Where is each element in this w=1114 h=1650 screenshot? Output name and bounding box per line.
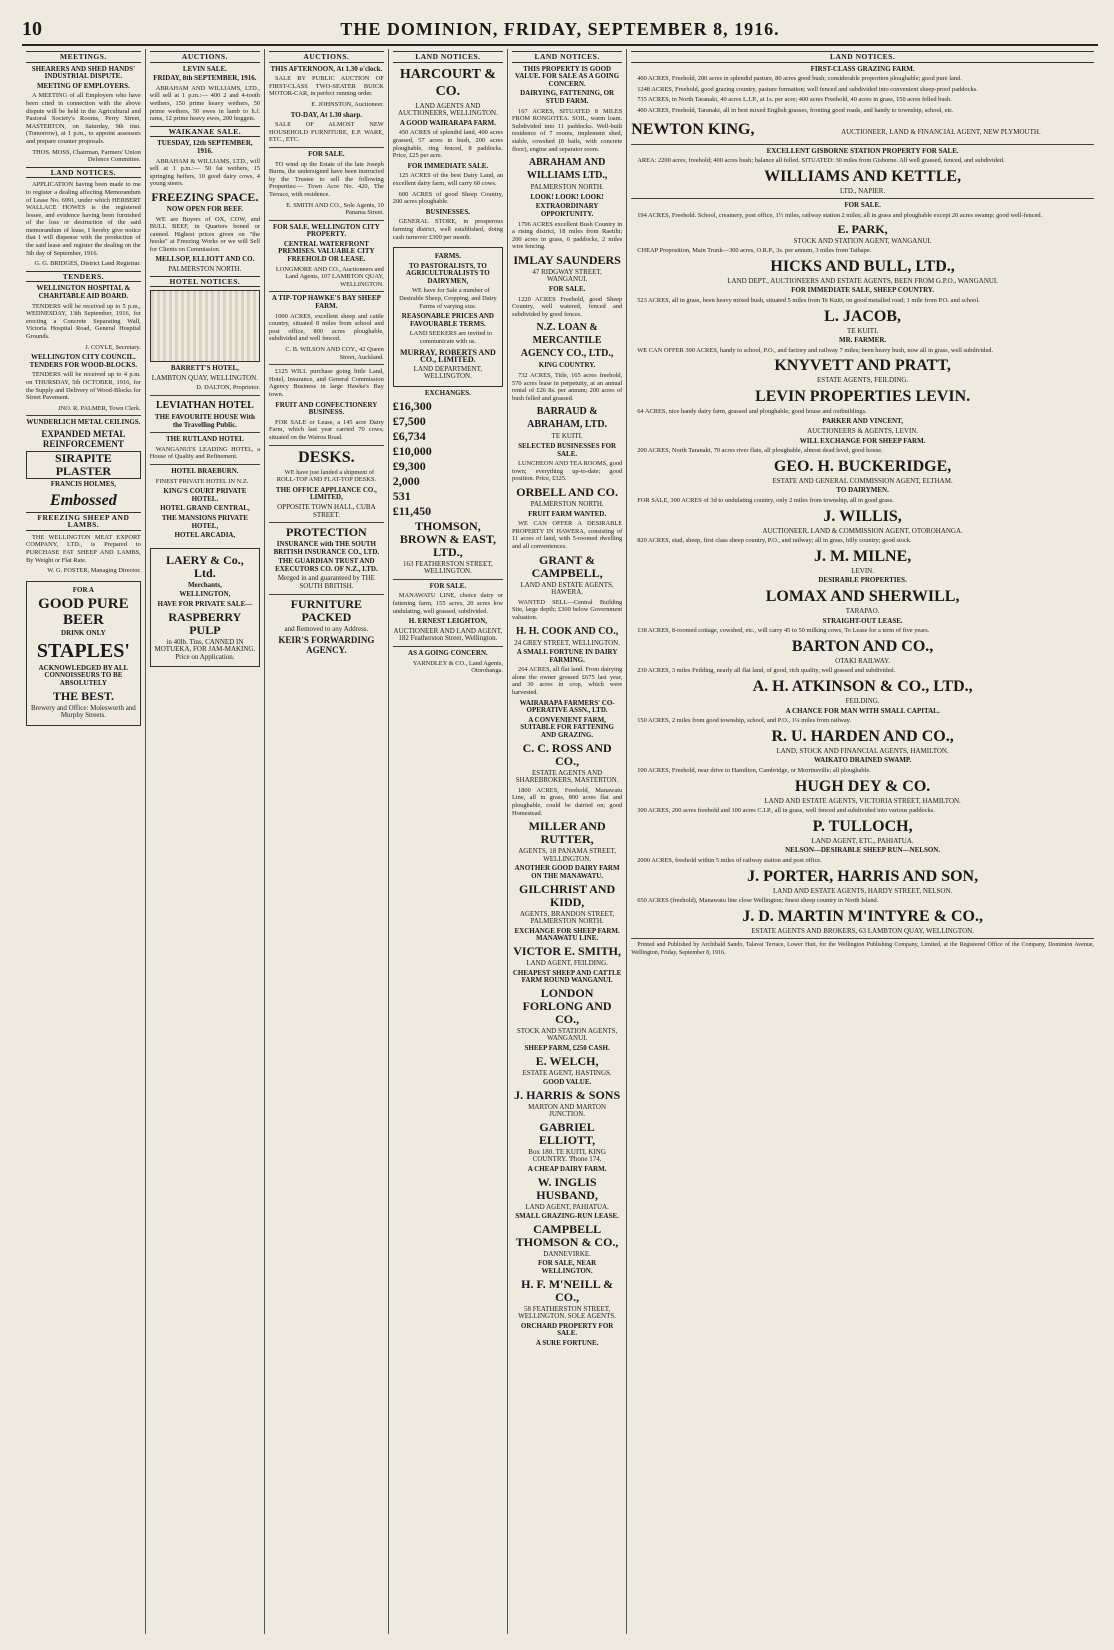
listing-text: 150 ACRES, 2 miles from good township, school, and P.O., 1¼ miles from railway.: [637, 717, 852, 725]
listing-heading: A GOOD WAIRARAPA FARM.: [399, 118, 496, 127]
agent-address: AUCTIONEER, LAND & FINANCIAL AGENT, NEW PLYMOUTH.: [841, 127, 1041, 136]
agent-address: LAND AND ESTATE AGENTS, VICTORIA STREET, HAMILTON.: [764, 796, 961, 805]
agent-address: OTAKI RAILWAY.: [835, 656, 891, 665]
sale-heading: FOR SALE.: [308, 149, 345, 158]
notice-signature: JNO. R. PALMER, Town Clerk.: [58, 404, 141, 412]
ad-heading: THE BEST.: [52, 688, 114, 703]
agent-name: ORBELL AND CO.: [516, 484, 618, 499]
ad-heading: FURNITURE PACKED: [290, 596, 363, 624]
agent-address: 24 GREY STREET, WELLINGTON.: [514, 638, 620, 647]
listing-text: 1220 ACRES Freehold, good Sheep Country, well watered, fenced and subdivided by good fences.: [512, 295, 623, 318]
ad-logo: Embossed: [50, 491, 117, 509]
exchange-price: £16,300: [392, 398, 432, 413]
agent-address: MARTON AND MARTON JUNCTION.: [528, 1102, 607, 1119]
section-heading: HOTEL NOTICES.: [150, 276, 260, 288]
agent-name: J. PORTER, HARRIS AND SON,: [747, 867, 979, 885]
auction-heading: LEVIN SALE.: [182, 64, 227, 73]
auction-text: SALE BY PUBLIC AUCTION OF FIRST-CLASS TWO-SEATER BUICK MOTOR-CAR, in perfect running order.: [269, 75, 384, 98]
exchange-price: £7,500: [392, 413, 426, 428]
listing-text: GENERAL STORE, in prosperous farming district, well established, doing cash turnover £300 per month.: [392, 218, 503, 241]
notice-signature: G. G. BRIDGES, District Land Registrar.: [34, 260, 141, 268]
listing-heading: A CONVENIENT FARM, SUITABLE FOR FATTENING AND GRAZING.: [520, 715, 614, 740]
sale-heading: FRUIT AND CONFECTIONERY BUSINESS.: [275, 400, 378, 417]
ad-signature: MELLSOP, ELLIOTT AND CO.: [155, 255, 255, 264]
ad-heading: EXPANDED METAL REINFORCEMENT: [41, 428, 126, 449]
agent-address: 163 FEATHERSTON STREET, WELLINGTON.: [403, 559, 493, 576]
agent-name: H. ERNEST LEIGHTON,: [408, 617, 488, 626]
listing-text: 194 ACRES, Freehold. School, creamery, post office, 1½ miles, railway station 2 miles; all in grass and ploughable except 20 acres swamp; good well-fenced.: [637, 211, 1043, 219]
listing-heading: MR. FARMER.: [839, 336, 887, 345]
listing-heading: SHEEP FARM, £250 CASH.: [524, 1043, 610, 1052]
agent-address: DANNEVIRKE.: [543, 1249, 591, 1258]
ad-text: REASONABLE PRICES AND FAVOURABLE TERMS.: [401, 312, 494, 328]
ad-company: MURRAY, ROBERTS AND CO., LIMITED.: [399, 347, 496, 365]
column-3: [265, 49, 389, 1634]
notice-signature: W. G. FOSTER, Managing Director.: [47, 567, 141, 575]
ad-text: LAND SEEKERS are invited to communicate with us.: [409, 330, 493, 346]
listing-text: 100 ACRES, Freehold, near drive to Hamilton, Cambridge, or Morrinsville; all ploughable.: [637, 766, 871, 774]
ad-heading: GOOD PURE BEER: [38, 596, 129, 629]
listing-text: 300 ACRES, 200 acres freehold and 100 acres C.I.P., all in grass, well fenced and subdivided into various paddocks.: [637, 807, 935, 815]
agent-name: ABRAHAM AND WILLIAMS LTD.,: [526, 157, 608, 182]
agent-address: PALMERSTON NORTH.: [530, 183, 604, 192]
ad-subheading: TO PASTORALISTS, TO AGRICULTURALISTS TO DAIRYMEN,: [406, 261, 490, 285]
exchange-price: £9,300: [392, 458, 426, 473]
notice-subheading: MEETING OF EMPLOYERS.: [36, 81, 130, 90]
agent-name: NEWTON KING,: [631, 120, 755, 138]
sale-subheading: CENTRAL WATERFRONT PREMISES. VALUABLE CITY FREEHOLD OR LEASE.: [278, 239, 375, 264]
ad-heading: WUNDERLICH METAL CEILINGS.: [26, 418, 141, 427]
listing-heading: A SURE FORTUNE.: [535, 1339, 599, 1347]
auction-signature: E. JOHNSTON, Auctioneer.: [311, 100, 384, 108]
listing-text: CHEAP Proposition, Main Trunk—300 acres, O.R.P., 3s. per annum, 3 miles from Taihape.: [637, 247, 872, 255]
ad-text: WE have for Sale a number of Desirable Sheep, Cropping, and Dairy Farms of varying size.: [399, 287, 497, 310]
agent-address: LAND AGENT, PAHIATUA.: [525, 1202, 609, 1211]
listing-text: LUNCHEON AND TEA ROOMS, good town; everything up-to-date; good position. Price, £325.: [512, 460, 623, 483]
column-6: [627, 49, 1098, 1634]
printer-imprint: Printed and Published by Archibald Sando, Talavai Terrace, Lower Hutt, for the Wellington Publishing Company, Limited, at the Registered Office of the Company, Dominion Avenue, Wellington, Friday, September 8, 1916.: [631, 942, 1094, 956]
ad-company: THE OFFICE APPLIANCE CO., LIMITED,: [275, 485, 377, 502]
ad-heading: PROTECTION: [286, 525, 367, 540]
agent-address: AUCTIONEER, LAND & COMMISSION AGENT, OTOROHANGA.: [762, 526, 963, 535]
agent-name: J. HARRIS & SONS: [514, 1087, 621, 1102]
agent-address: PALMERSTON NORTH.: [530, 499, 604, 508]
listing-heading: A CHANCE FOR MAN WITH SMALL CAPITAL.: [785, 706, 940, 715]
listing-heading: DESIRABLE PROPERTIES.: [818, 576, 907, 585]
agent-address: AUCTIONEER AND LAND AGENT, 182 Featherston Street, Wellington.: [393, 626, 503, 643]
section-heading: WAIKANAE SALE.: [150, 126, 260, 138]
exchange-price: 2,000: [392, 473, 420, 488]
hotel-text: THE FAVOURITE HOUSE With the Travelling Public.: [154, 413, 255, 429]
listing-heading: FRUIT FARM WANTED.: [528, 509, 607, 518]
listing-heading: EXCHANGE FOR SHEEP FARM. MANAWATU LINE.: [514, 926, 620, 943]
notice-signature: THOS. MOSS, Chairman, Farmers' Union Defence Committee.: [32, 148, 141, 164]
listing-heading: A CHEAP DAIRY FARM.: [527, 1165, 607, 1174]
agent-address: ESTATE AND GENERAL COMMISSION AGENT, ELTHAM.: [772, 476, 953, 485]
listing-text: 450 ACRES of splendid land, 400 acres grassed, 57 acres in bush, 200 acres ploughable, ring fenced, 8 paddocks. Price, £25 per acre.: [392, 129, 503, 160]
notice-signature: J. COYLE, Secretary.: [85, 343, 141, 351]
listing-heading: LOOK! LOOK! LOOK!: [530, 192, 604, 201]
listing-heading: ORCHARD PROPERTY FOR SALE.: [520, 1321, 614, 1338]
listing-heading: KING COUNTRY.: [538, 361, 596, 370]
agent-name: BARRAUD & ABRAHAM, LTD.: [527, 406, 608, 431]
sale-signature: E. SMITH AND CO., Sole Agents, 10 Panama Street.: [286, 201, 384, 217]
auction-date: TUESDAY, 12th SEPTEMBER, 1916.: [157, 139, 253, 155]
ad-address: OPPOSITE TOWN HALL, CUBA STREET.: [277, 502, 376, 519]
agent-address: LAND AND ESTATE AGENTS, HARDY STREET, NELSON.: [772, 886, 953, 895]
listing-heading: A SMALL FORTUNE IN DAIRY FARMING.: [516, 648, 618, 664]
listing-heading: FOR IMMEDIATE SALE, SHEEP COUNTRY.: [791, 286, 935, 295]
hotel-text: FINEST PRIVATE HOTEL IN N.Z.: [155, 477, 249, 485]
agent-address: LAND AGENT, FEILDING.: [526, 958, 608, 967]
ad-text: Merged in and guaranteed by THE SOUTH BRITISH.: [277, 574, 375, 591]
sale-text: TO wind up the Estate of the late Joseph Burns, the undersigned have been instructed by the Trustee to sell the following Properties:— Town Acre No. 420, The Terrace, with residence.: [269, 160, 384, 198]
agent-address: ESTATE AGENTS AND SHAREBROKERS, MASTERTON.: [515, 768, 619, 785]
agent-name: GRANT & CAMPBELL,: [531, 552, 603, 580]
beer-advertisement: [26, 581, 141, 726]
ad-text: DRINK ONLY: [61, 629, 106, 638]
notice-text: THE WELLINGTON MEAT EXPORT COMPANY, LTD., is Prepared to PURCHASE FAT SHEEP AND LAMBS, By Weight or Flat Rate.: [26, 533, 141, 564]
agent-name: HARCOURT & CO.: [399, 66, 496, 99]
column-4: [389, 49, 508, 1634]
agent-name: C. C. ROSS AND CO.,: [522, 740, 612, 768]
agent-address: AGENTS, 18 PANAMA STREET, WELLINGTON.: [518, 847, 617, 863]
hotel-place: LAMBTON QUAY, WELLINGTON.: [151, 373, 258, 382]
ad-text: and Removed to any Address.: [284, 624, 369, 633]
listing-text: 820 ACRES, stud, sheep, first class sheep country, P.O., and railway; all in grass, hilly country; good stock.: [637, 537, 912, 545]
agent-address: LAND AGENT, ETC., PAHIATUA.: [811, 836, 914, 845]
listing-heading: AS A GOING CONCERN.: [408, 648, 488, 657]
hotel-name: HOTEL BRAEBURN.: [171, 467, 239, 475]
section-heading: MEETINGS.: [26, 51, 141, 63]
listing-text: 264 ACRES, all flat land. From dairying alone the owner grossed £675 last year, and 30 acres in crop, which were harvested.: [512, 666, 623, 697]
notice-heading: WELLINGTON HOSPITAL & CHARITABLE AID BOARD.: [36, 284, 131, 301]
auction-text: ABRAHAM & WILLIAMS, LTD., will sell at 1 p.m.:— 50 fat wethers, 15 springing heifers, 10 good dairy cows, 4 young steers.: [149, 157, 260, 188]
sale-heading: A TIP-TOP HAWKE'S BAY SHEEP FARM.: [271, 294, 381, 311]
listing-text: 600 ACRES of good Sheep Country, 200 acres ploughable.: [392, 190, 503, 206]
agent-name: LEVIN PROPERTIES LEVIN.: [755, 387, 971, 405]
agent-name: THOMSON, BROWN & EAST, LTD.,: [399, 518, 496, 559]
agent-address: 58 FEATHERSTON STREET, WELLINGTON. SOLE AGENTS.: [518, 1304, 617, 1321]
hotel-name: HOTEL ARCADIA,: [174, 531, 236, 540]
hotel-name: BARRETT'S HOTEL,: [170, 364, 239, 373]
listing-text: WE CAN OFFER A DESIRABLE PROPERTY IN HAWERA, consisting of 11 acres of land, with 5-roomed dwelling and all conveniences.: [512, 520, 623, 550]
agent-name: GEO. H. BUCKERIDGE,: [773, 457, 952, 475]
ad-heading: FARMS.: [434, 252, 461, 261]
auction-heading: THIS AFTERNOON, At 1.30 o'clock.: [270, 64, 383, 73]
listing-text: 2000 ACRES, freehold within 5 miles of railway station and post office.: [637, 856, 822, 864]
hotel-name: KING'S COURT PRIVATE HOTEL.: [163, 487, 247, 503]
exchange-price: £10,000: [392, 443, 432, 458]
agent-name: HICKS AND BULL, LTD.,: [770, 257, 955, 275]
agent-address: Box 180. TE KUITI, KING COUNTRY. 'Phone 174.: [528, 1147, 606, 1164]
listing-subheading: DAIRYING, FATTENING, OR STUD FARM.: [520, 89, 615, 105]
column-5: [508, 49, 627, 1634]
listing-heading: STRAIGHT-OUT LEASE.: [822, 616, 903, 625]
agent-address: AUCTIONEERS & AGENTS, LEVIN.: [807, 427, 919, 436]
agent-name: N.Z. LOAN & MERCANTILE AGENCY CO., LTD.,: [520, 322, 614, 360]
listing-text: 1800 ACRES, Freehold, Manawatu Line, all in grass, 800 acres flat and ploughable, could be dairied on; good Homestead.: [512, 786, 623, 817]
agent-name: A. H. ATKINSON & CO., LTD.,: [752, 677, 973, 695]
ad-heading: LAERY & Co., Ltd.: [165, 552, 244, 580]
sale-text: £125 WILL purchase going little Land, Hotel, Insurance, and General Commission Agency Business in large Hawke's Bay town.: [269, 368, 384, 398]
agent-name: L. JACOB,: [824, 307, 902, 325]
farms-advertisement: [393, 247, 503, 387]
listing-text: 230 ACRES, 3 miles Feilding, nearly all flat land, of good, rich quality, well grassed and subdivided.: [637, 667, 896, 675]
notice-heading: SHEARERS AND SHED HANDS' INDUSTRIAL DISPUTE.: [31, 64, 136, 81]
listing-heading: ANOTHER GOOD DAIRY FARM ON THE MANAWATU.: [514, 864, 620, 880]
agent-name: BARTON AND CO.,: [791, 637, 934, 655]
agent-address: ESTATE AGENTS, FEILDING.: [816, 376, 909, 385]
hotel-text: WANGANUI'S LEADING HOTEL, a House of Quality and Refinement.: [149, 445, 260, 461]
agent-name: H. F. M'NEILL & CO.,: [521, 1276, 614, 1304]
listing-heading: EXCELLENT GISBORNE STATION PROPERTY FOR SALE.: [766, 146, 959, 155]
exchange-price: £11,450: [392, 503, 432, 518]
section-heading: LAND NOTICES.: [512, 51, 622, 63]
notice-text: TENDERS will be received up to 4 p.m. on THURSDAY, 5th OCTOBER, 1916, for the Supply and Delivery of Wood-Blocks for Street Pavement.: [26, 371, 141, 402]
ad-heading: DESKS.: [298, 448, 355, 466]
agent-address: FEILDING.: [845, 696, 880, 705]
agent-name: W. INGLIS HUSBAND,: [536, 1174, 598, 1202]
ad-text: WE have just landed a shipment of ROLL-TOP AND FLAT-TOP DESKS.: [276, 468, 376, 484]
listing-text: FOR SALE, 300 ACRES of 3d to undulating country, only 2 miles from township, all in good grass.: [637, 497, 894, 505]
agent-name: LONDON FORLONG AND CO.,: [522, 985, 612, 1026]
section-heading: AUCTIONS.: [150, 51, 260, 63]
ad-text: Brewery and Office: Molesworth and Murphy Streets.: [30, 703, 136, 720]
sale-text: FOR SALE or Lease, a 145 acre Dairy Farm, which last year carried 70 cows; situated on the Wairoa Road.: [269, 418, 384, 441]
sale-signature: C. B. WILSON AND COY., 42 Queen Street, Auckland.: [285, 346, 384, 361]
listing-text: 400 ACRES, Freehold, Taranaki, all in best mixed English grasses, fronting good roads, and handy to township, school, etc.: [637, 106, 954, 114]
agent-name: VICTOR E. SMITH,: [513, 943, 622, 958]
exchange-price: £6,734: [392, 428, 426, 443]
ad-heading: FREEZING SPACE.: [151, 189, 259, 204]
agent-name: P. TULLOCH,: [812, 817, 913, 835]
agent-address: LTD., NAPIER.: [839, 186, 886, 195]
section-heading: LAND NOTICES.: [631, 51, 1094, 63]
agent-address: LAND, STOCK AND FINANCIAL AGENTS, HAMILTON.: [776, 746, 949, 755]
auction-text: ABRAHAM AND WILLIAMS, LTD., will sell at 1 p.m.:— 400 2 and 4-tooth wethers, 150 prime heavy wethers, 50 prime wethers, 50 ewes in lamb to h.f. rams, 12 prime heavy ewes, 200 hoggets.: [149, 84, 260, 123]
listing-text: 1796 ACRES excellent Bush Country in a rising district, 18 miles from Raetihi; 200 acres in grass, 6 paddocks, 2 miles wire fencing.: [512, 220, 623, 251]
listing-text: 64 ACRES, nice handy dairy farm, grassed and ploughable; good house and outbuildings.: [637, 407, 867, 415]
listing-heading: FOR IMMEDIATE SALE.: [407, 161, 489, 170]
listing-heading: SMALL GRAZING-RUN LEASE.: [515, 1212, 619, 1221]
listing-text: 732 ACRES, Title, 165 acres freehold, 570 acres lease in perpetuity, at an annual rental of £26 8s. per annum; 200 acres of bush felled and grassed.: [512, 372, 623, 402]
listing-heading: FOR SALE, NEAR WELLINGTON.: [538, 1259, 597, 1276]
hotel-name: LEVIATHAN HOTEL: [155, 400, 254, 412]
listing-signature: YARNDLEY & CO., Land Agents, Otorohanga.: [412, 659, 503, 675]
section-heading: TENDERS.: [26, 271, 141, 283]
listing-text: 1248 ACRES, Freehold, good grazing country, pasture formation; well fenced and subdivided into convenient sheep-proof paddocks.: [637, 85, 978, 93]
listing-heading: FOR SALE.: [429, 581, 467, 590]
ad-heading: SIRAPITE PLASTER: [26, 451, 141, 479]
hotel-name: THE MANSIONS PRIVATE HOTEL,: [161, 513, 248, 530]
newspaper-title: THE DOMINION, FRIDAY, SEPTEMBER 8, 1916.: [340, 19, 780, 39]
auction-date: FRIDAY, 8th SEPTEMBER, 1916.: [153, 74, 257, 83]
listing-text: 735 ACRES, in North Taranaki, 40 acres L.I.P., at 1s. per acre; 400 acres Freehold, 40 acres in grass, 150 acres felled bush.: [637, 96, 952, 104]
ad-text: FOR A: [72, 585, 94, 594]
listing-heading: EXCHANGES.: [424, 389, 471, 397]
hotel-name: THE RUTLAND HOTEL: [165, 435, 244, 444]
ad-heading: STAPLES': [36, 639, 130, 662]
laery-advertisement: [150, 548, 260, 668]
agent-name: R. U. HARDEN AND CO.,: [771, 727, 954, 745]
exchange-price: 531: [392, 488, 411, 503]
sale-signature: LONGMORE AND CO., Auctioneers and Land Agents, 107 LAMBTON QUAY, WELLINGTON.: [275, 265, 384, 288]
listing-heading: GOOD VALUE.: [542, 1078, 592, 1087]
listing-text: 523 ACRES, all in grass, been heavy mixed bush, situated 5 miles from Te Kuiti, on good metalled road; 1 mile from P.O. and school.: [637, 296, 980, 304]
section-heading: LAND NOTICES.: [26, 167, 141, 179]
agent-address: LAND DEPT., AUCTIONEERS AND ESTATE AGENTS, BEEN FROM G.P.O., WANGANUI.: [727, 276, 999, 285]
ad-heading: RASPBERRY PULP: [168, 609, 242, 637]
column-1: [22, 49, 146, 1634]
ad-subheading: NOW OPEN FOR BEEF.: [166, 204, 243, 213]
listing-text: 200 ACRES, North Taranaki, 70 acres river flats, all ploughable, almost dead level, good house.: [637, 447, 883, 455]
agent-name: IMLAY SAUNDERS: [513, 252, 621, 267]
column-2: [146, 49, 265, 1634]
agent-name: E. WELCH,: [535, 1053, 599, 1068]
listing-heading: WAIKATO DRAINED SWAMP.: [813, 756, 912, 765]
auction-heading: TO-DAY, At 1.30 sharp.: [290, 110, 363, 119]
sale-heading: FOR SALE. WELLINGTON CITY PROPERTY.: [273, 222, 380, 239]
hotel-signature: D. DALTON, Proprietor.: [196, 384, 260, 392]
listing-heading: FOR SALE.: [844, 201, 881, 210]
agent-name: MILLER AND RUTTER,: [528, 819, 606, 847]
ad-place: PALMERSTON NORTH.: [168, 265, 242, 274]
notice-text: APPLICATION having been made to me to register a dealing affecting Memorandum of Lease No. 6991, under which HERBERT WALLACE HOWES is the registered lessee, and evidence having been furnished of the loss or destruction of the said memorandum of lease, I hereby give notice that I will dispense with the production of the said lease and register the dealing on the 5th day of September, 1916.: [26, 181, 141, 257]
ad-heading: KEIR'S FORWARDING AGENCY.: [278, 635, 375, 656]
ad-text: in 40lb. Tins, CANNED IN MOTUEKA, FOR JAM-MAKING. Price on Application.: [154, 637, 256, 661]
listing-subheading: EXTRAORDINARY OPPORTUNITY.: [535, 202, 599, 218]
listing-text: AREA: 2200 acres, freehold; 400 acres bush; balance all felled. SITUATED: 30 miles from Gisborne. All well grassed, fenced, and subdivided.: [637, 157, 1005, 165]
ad-heading: FRANCIS HOLMES,: [50, 479, 117, 488]
listing-text: 125 ACRES of the best Dairy Land, an excellent dairy farm, will carry 60 cows.: [392, 172, 503, 187]
ad-address: LAND DEPARTMENT, WELLINGTON.: [413, 364, 483, 381]
listing-text: 138 ACRES, 8-roomed cottage, cowshed, etc., will carry 45 to 50 milking cows, To Lease for a term of five years.: [637, 627, 930, 635]
agent-name: GABRIEL ELLIOTT,: [539, 1119, 596, 1147]
agent-name: J. M. MILNE,: [813, 547, 912, 565]
sale-text: 1000 ACRES, excellent sheep and cattle country, situated 8 miles from school and post office, 800 acres ploughable, subdivided and well fenced.: [269, 312, 384, 343]
listing-heading: FOR SALE.: [548, 285, 586, 294]
listing-heading: NELSON—DESIRABLE SHEEP RUN—NELSON.: [785, 846, 941, 855]
agent-address: LAND AND ESTATE AGENTS, HAWERA.: [520, 580, 614, 597]
agent-name: E. PARK,: [837, 221, 888, 236]
section-heading: LAND NOTICES.: [393, 51, 503, 63]
listing-heading: BUSINESSES.: [425, 207, 470, 216]
agent-address: TE KUITI.: [551, 432, 583, 441]
auction-text: SALE OF ALMOST NEW HOUSEHOLD FURNITURE, E.P. WARE, ETC., ETC.: [269, 121, 384, 144]
notice-heading: WELLINGTON CITY COUNCIL. TENDERS FOR WOOD-BLOCKS.: [29, 353, 138, 369]
agent-address: TE KUITI.: [847, 326, 879, 335]
listing-heading: TO DAIRYMEN.: [836, 486, 889, 495]
agent-name: J. D. MARTIN M'INTYRE & CO.,: [742, 907, 983, 925]
agent-name: LOMAX AND SHERWILL,: [765, 588, 960, 605]
hotel-building-image: [150, 290, 260, 362]
agent-name: KNYVETT AND PRATT,: [774, 357, 951, 375]
agent-name: J. WILLIS,: [823, 507, 902, 525]
agent-name: HUGH DEY & CO.: [794, 777, 931, 795]
agent-address: ESTATE AGENT, HASTINGS.: [522, 1068, 612, 1077]
listing-text: WANTED SELL—Central Building Site, large depth; £300 below Government valuation.: [512, 598, 623, 621]
listing-text: 650 ACRES (freehold), Manawatu line close Wellington; finest sheep country in North Island.: [637, 897, 879, 905]
agent-name: PARKER AND VINCENT,: [822, 417, 903, 426]
agent-name: WILLIAMS AND KETTLE,: [764, 167, 962, 185]
agent-address: ESTATE AGENTS AND BROKERS, 63 LAMBTON QUAY, WELLINGTON.: [751, 926, 974, 935]
notice-text: A MEETING of all Employers who have been cited in connection with the above dispute will be held in the Agricultural and Pastoral Society's Rooms, Perry Street, MASTERTON, on Saturday, 9th inst. (Tomorrow), at 1 p.m., to appoint assessors and prepare counter proposals.: [26, 92, 141, 145]
section-heading: AUCTIONS.: [269, 51, 384, 63]
agent-name: WAIRARAPA FARMERS' CO-OPERATIVE ASSN., LTD.: [519, 698, 615, 715]
masthead: [22, 18, 1098, 46]
listing-heading: THIS PROPERTY IS GOOD VALUE. FOR SALE AS A GOING CONCERN.: [515, 64, 620, 88]
agent-address: LAND AGENTS AND AUCTIONEERS, WELLINGTON.: [397, 101, 498, 118]
agent-address: 47 RIDGWAY STREET, WANGANUI.: [532, 267, 602, 284]
agent-name: H. H. COOK AND CO.,: [515, 625, 619, 637]
agent-address: AGENTS, BRANDON STREET, PALMERSTON NORTH.: [519, 909, 615, 926]
agent-address: STOCK AND STATION AGENT, WANGANUI.: [793, 236, 932, 245]
listing-heading: CHEAPEST SHEEP AND CATTLE FARM ROUND WANGANUI.: [512, 968, 622, 985]
section-heading: FREEZING SHEEP AND LAMBS.: [26, 512, 141, 531]
agent-name: GILCHRIST AND KIDD,: [519, 881, 616, 909]
listing-text: WE CAN OFFER 300 ACRES, handy to school, P.O., and factory and railway 7 miles; been heavy bush, now all in grass, well subdivided.: [637, 346, 994, 354]
listing-heading: SELECTED BUSINESSES FOR SALE.: [518, 442, 617, 458]
notice-text: TENDERS will be received up to 5 p.m., WEDNESDAY, 13th September, 1916, for erecting a Concrete Separating Wall, Victoria Hospital Road, General Hospital Grounds.: [26, 302, 141, 340]
listing-text: MANAWATU LINE, choice dairy or fattening farm, 155 acres, 20 acres low undulating, well grassed, subdivided.: [392, 592, 503, 615]
hotel-name: HOTEL GRAND CENTRAL,: [160, 504, 250, 513]
listing-text: 400 ACRES, Freehold, 200 acres in splendid pasture, 80 acres good bush; considerable proportion ploughable; good pure land.: [637, 75, 962, 83]
page-number: 10: [22, 18, 42, 40]
ad-text: THE GUARDIAN TRUST AND EXECUTORS CO. OF N.Z., LTD.: [275, 557, 378, 573]
agent-address: STOCK AND STATION AGENTS, WANGANUI.: [516, 1026, 618, 1043]
agent-name: CAMPBELL THOMSON & CO.,: [515, 1221, 619, 1249]
agent-address: TARAPAO.: [845, 607, 880, 615]
ad-text: ACKNOWLEDGED BY ALL CONNOISSEURS TO BE ABSOLUTELY: [38, 663, 129, 688]
listing-heading: FIRST-CLASS GRAZING FARM.: [810, 64, 915, 73]
ad-text: INSURANCE with THE SOUTH BRITISH INSURANCE CO., LTD.: [273, 540, 380, 556]
ad-text: HAVE FOR PRIVATE SALE—: [157, 599, 253, 608]
ad-text: WELLINGTON,: [179, 590, 231, 599]
ad-text: Merchants,: [187, 580, 222, 589]
listing-heading: WILL EXCHANGE FOR SHEEP FARM.: [799, 436, 926, 445]
listing-text: 167 ACRES, SITUATED 8 MILES FROM RONGOTEA. SOIL, warm loam. Subdivided into 11 paddocks. Well-built residence of 7 rooms, implement shed, stable, cowshed (8 bails, with concrete floor), engine and separator room.: [512, 107, 623, 153]
agent-address: LEVIN.: [851, 566, 874, 575]
ad-text: WE are Buyers of OX, COW, and BULL BEEF, in Quarters boned or canned. Highest prices given on "the hooks" at Freezing Works or we will Sell for Clients on Commission.: [149, 215, 260, 253]
